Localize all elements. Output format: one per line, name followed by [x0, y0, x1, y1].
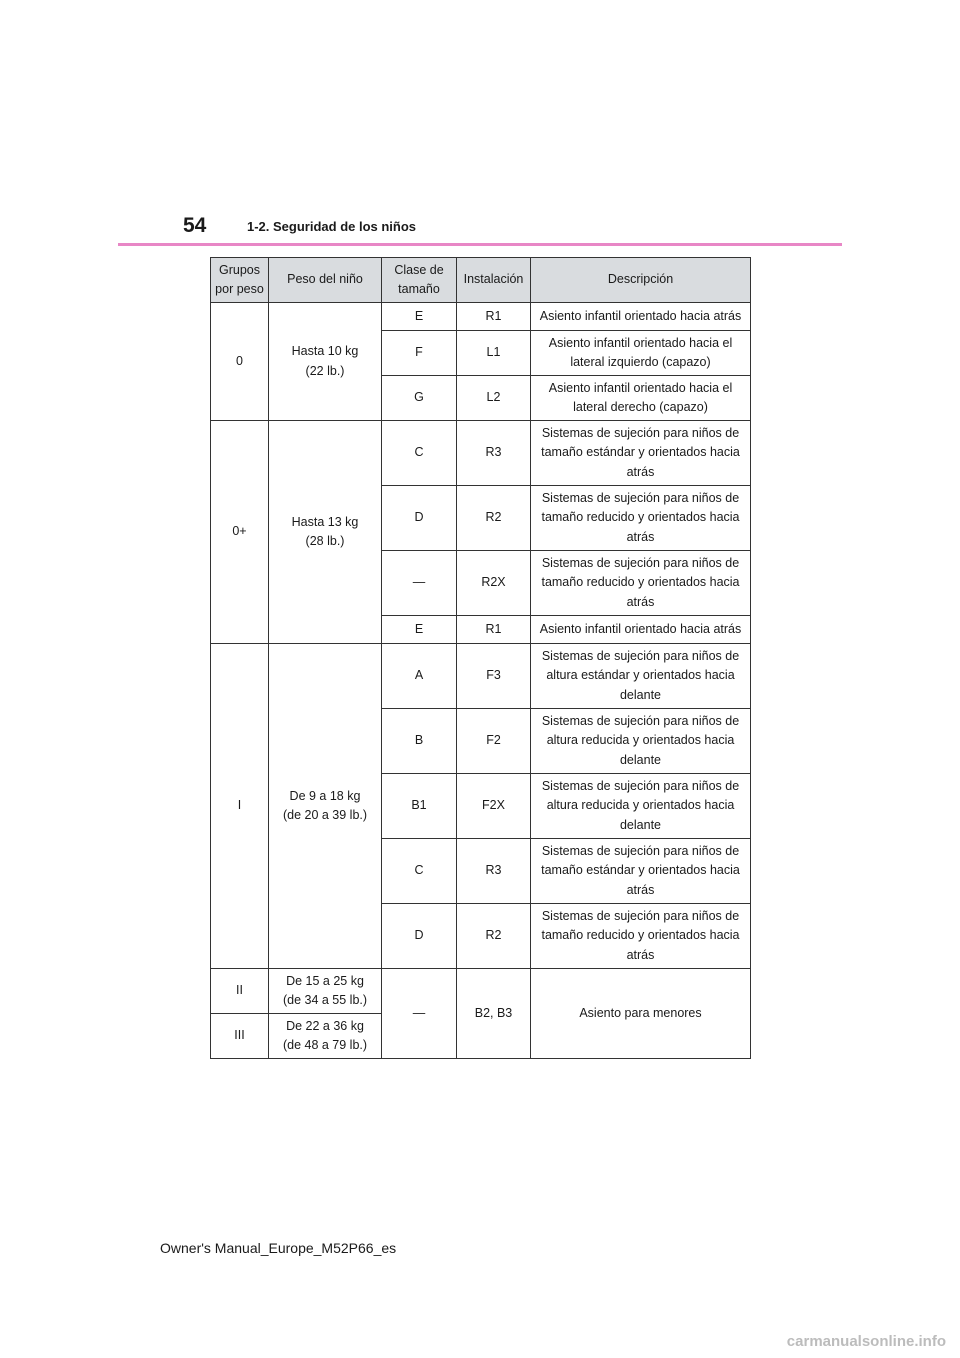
watermark: carmanualsonline.info	[786, 1333, 946, 1350]
installation-cell: F2X	[457, 774, 531, 839]
size-class-cell: E	[382, 303, 457, 331]
size-class-cell: G	[382, 376, 457, 421]
table-row	[211, 644, 751, 709]
section-title: 1-2. Seguridad de los niños	[247, 219, 417, 234]
installation-cell: R2X	[457, 551, 531, 616]
size-class-cell: B	[382, 709, 457, 774]
size-class-cell: C	[382, 421, 457, 486]
child-weight-cell: Hasta 13 kg (28 lb.)	[269, 421, 382, 644]
description-cell: Asiento para menores	[531, 969, 751, 1059]
column-header-weight-group: Grupos por peso	[211, 258, 269, 303]
description-cell: Sistemas de sujeción para niños de altura estándar y orientados hacia delante	[531, 644, 751, 709]
description-cell: Sistemas de sujeción para niños de tamaño estándar y orientados hacia atrás	[531, 839, 751, 904]
table-row	[211, 969, 751, 1014]
weight-group-cell: III	[211, 1014, 269, 1059]
description-cell: Asiento infantil orientado hacia el lateral izquierdo (capazo)	[531, 331, 751, 376]
manual-id-footer: Owner's Manual_Europe_M52P66_es	[160, 1240, 397, 1256]
description-cell: Sistemas de sujeción para niños de tamaño estándar y orientados hacia atrás	[531, 421, 751, 486]
description-cell: Asiento infantil orientado hacia el lateral derecho (capazo)	[531, 376, 751, 421]
installation-cell: R1	[457, 616, 531, 644]
size-class-cell: A	[382, 644, 457, 709]
description-cell: Sistemas de sujeción para niños de altura reducida y orientados hacia delante	[531, 774, 751, 839]
table-row	[211, 421, 751, 486]
table-row	[211, 303, 751, 331]
installation-cell: R1	[457, 303, 531, 331]
installation-cell: R2	[457, 904, 531, 969]
weight-group-cell: 0+	[211, 421, 269, 644]
header-divider	[118, 243, 842, 246]
description-cell: Sistemas de sujeción para niños de tamaño reducido y orientados hacia atrás	[531, 486, 751, 551]
installation-cell: R2	[457, 486, 531, 551]
installation-cell: B2, B3	[457, 969, 531, 1059]
size-class-cell: D	[382, 486, 457, 551]
size-class-cell: F	[382, 331, 457, 376]
child-weight-cell: De 9 a 18 kg (de 20 a 39 lb.)	[269, 644, 382, 969]
description-cell: Sistemas de sujeción para niños de altura reducida y orientados hacia delante	[531, 709, 751, 774]
child-weight-cell: Hasta 10 kg (22 lb.)	[269, 303, 382, 421]
size-class-cell: C	[382, 839, 457, 904]
child-weight-cell: De 15 a 25 kg (de 34 a 55 lb.)	[269, 969, 382, 1014]
size-class-cell: E	[382, 616, 457, 644]
description-cell: Sistemas de sujeción para niños de tamaño reducido y orientados hacia atrás	[531, 904, 751, 969]
size-class-cell: D	[382, 904, 457, 969]
table-header-row	[211, 258, 751, 303]
description-cell: Asiento infantil orientado hacia atrás	[531, 303, 751, 331]
weight-group-cell: II	[211, 969, 269, 1014]
installation-cell: F2	[457, 709, 531, 774]
page-number: 54	[183, 214, 207, 237]
weight-group-cell: I	[211, 644, 269, 969]
column-header-size-class: Clase de tamaño	[382, 258, 457, 303]
child-seat-size-table	[210, 257, 751, 1059]
column-header-installation: Instalación	[457, 258, 531, 303]
size-class-cell: —	[382, 969, 457, 1059]
child-weight-cell: De 22 a 36 kg (de 48 a 79 lb.)	[269, 1014, 382, 1059]
column-header-description: Descripción	[531, 258, 751, 303]
installation-cell: R3	[457, 421, 531, 486]
column-header-child-weight: Peso del niño	[269, 258, 382, 303]
size-class-cell: —	[382, 551, 457, 616]
installation-cell: R3	[457, 839, 531, 904]
installation-cell: L2	[457, 376, 531, 421]
installation-cell: L1	[457, 331, 531, 376]
table-body	[211, 303, 751, 1059]
installation-cell: F3	[457, 644, 531, 709]
description-cell: Sistemas de sujeción para niños de tamaño reducido y orientados hacia atrás	[531, 551, 751, 616]
size-class-cell: B1	[382, 774, 457, 839]
description-cell: Asiento infantil orientado hacia atrás	[531, 616, 751, 644]
weight-group-cell: 0	[211, 303, 269, 421]
